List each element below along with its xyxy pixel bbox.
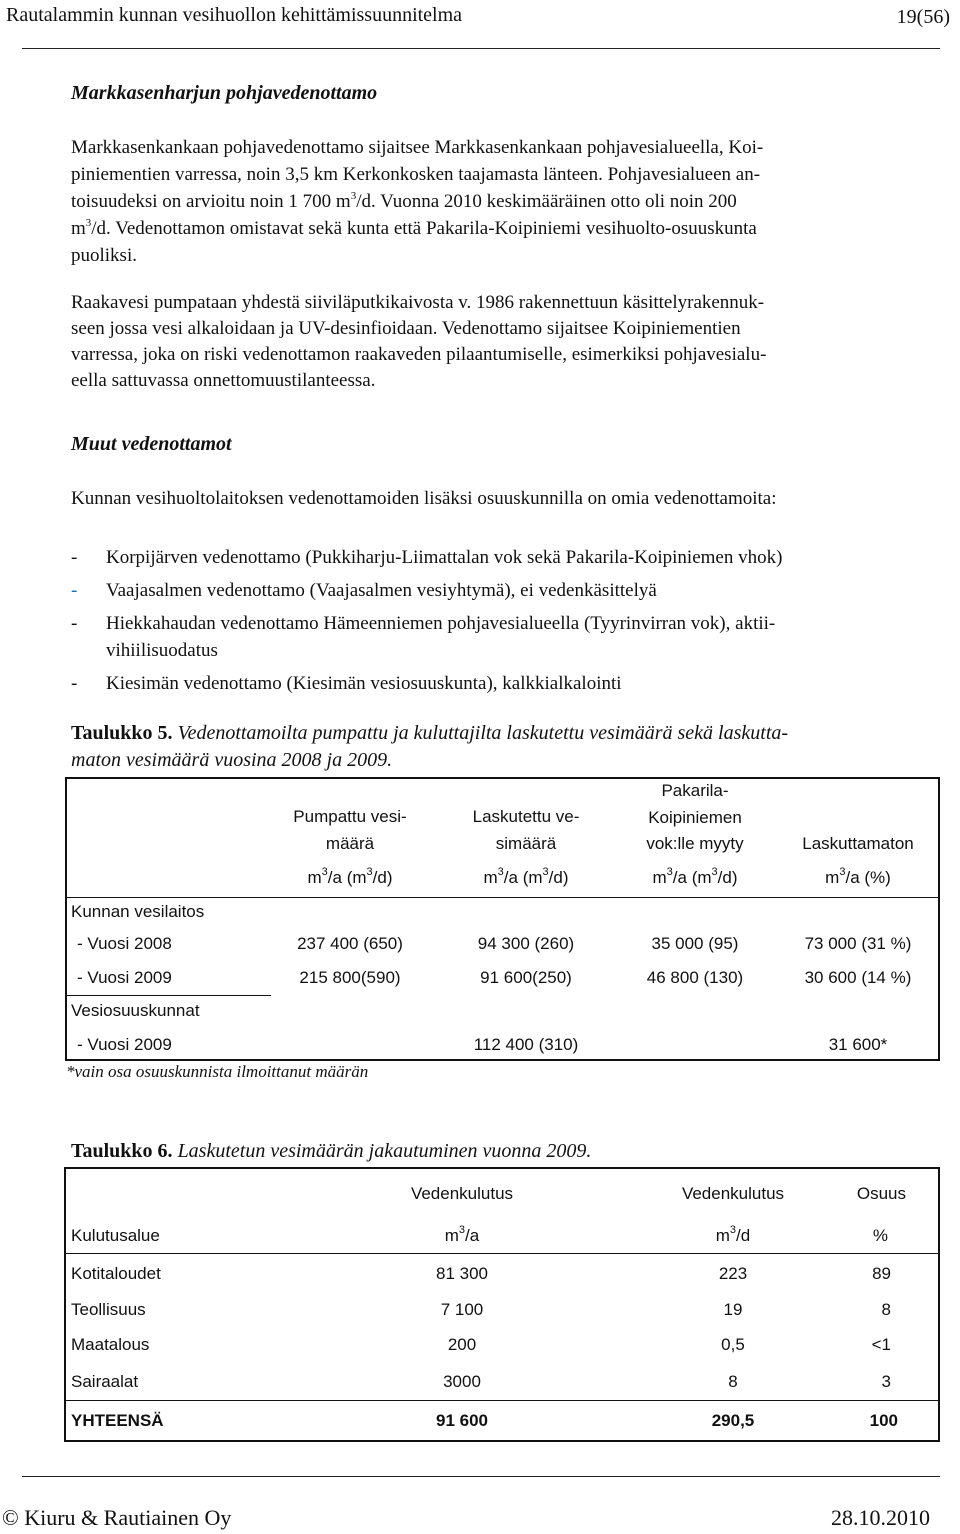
footer-date: 28.10.2010 xyxy=(831,1505,930,1530)
t6-total-v3: 100 xyxy=(869,1411,898,1430)
t5-row1-c4: 73 000 (31 %) xyxy=(804,934,912,953)
table6 xyxy=(64,1167,940,1442)
t5-col1-head-1: Pumpattu vesi- xyxy=(293,807,407,826)
p1-line-a: Markkasenkankaan pohjavedenottamo sijaitsee Markkasenkankaan pohjavesialueella, Koi- xyxy=(71,137,764,158)
page-number: 19(56) xyxy=(896,6,950,28)
intro-paragraph: Kunnan vesihuoltolaitoksen vedenottamoiden lisäksi osuuskunnilla on omia vedenottamoita: xyxy=(71,488,777,509)
unit-m: m xyxy=(307,868,322,887)
list-item-text: Vaajasalmen vedenottamo (Vaajasalmen vesiyhtymä), ei vedenkäsittelyä xyxy=(106,580,657,601)
t5-col3-unit xyxy=(610,868,780,888)
t5-col4-unit xyxy=(773,868,943,888)
t6-row-v1: 200 xyxy=(447,1335,477,1354)
table5-caption xyxy=(71,720,943,774)
footer-rule xyxy=(22,1476,940,1477)
p1-c-text1: toisuudeksi on arvioitu noin 1 700 m xyxy=(71,191,351,212)
footer-copyright: © Kiuru & Rautiainen Oy xyxy=(2,1505,232,1530)
t5-row2-c2: 91 600(250) xyxy=(480,968,572,987)
list-item-text: Korpijärven vedenottamo (Pukkiharju-Liimattalan vok sekä Pakarila-Koipiniemen vhok) xyxy=(106,547,783,568)
unit-a: /a (m xyxy=(503,868,543,887)
t6-head-col3: Osuus xyxy=(856,1184,906,1203)
t5-row3-c2: 112 400 (310) xyxy=(473,1035,579,1054)
t5-col2-head-1: Laskutettu ve- xyxy=(472,807,580,826)
section-heading-markkasenharju: Markkasenharjun pohjavedenottamo xyxy=(71,82,378,104)
t6-total-label: YHTEENSÄ xyxy=(71,1411,164,1430)
t5-row2-c4: 30 600 (14 %) xyxy=(804,968,912,987)
t5-col1-head-2: määrä xyxy=(325,834,375,853)
t5-group-kunnan: Kunnan vesilaitos xyxy=(71,902,205,921)
unit-m: m xyxy=(444,1226,459,1245)
t6-unit-col3: % xyxy=(872,1226,888,1245)
list-item-continuation xyxy=(71,637,943,664)
t5-row3-c4: 31 600* xyxy=(828,1035,888,1054)
t5-col1-unit xyxy=(265,868,435,888)
unit-m: m xyxy=(483,868,498,887)
unit-sup: 3 xyxy=(366,866,373,878)
t6-head-col1: Vedenkulutus xyxy=(410,1184,514,1203)
t6-row-v3: <1 xyxy=(871,1335,891,1354)
p1-line-d xyxy=(71,215,943,242)
unit-sup: 3 xyxy=(839,866,846,878)
list-dash: - xyxy=(71,580,78,601)
t5-col3-head-1: Pakarila- xyxy=(661,781,729,800)
unit-a: /a (m xyxy=(672,868,712,887)
t6-row-label: Teollisuus xyxy=(71,1300,146,1319)
t5-row2-label: - Vuosi 2009 xyxy=(77,968,172,987)
list-dash: - xyxy=(71,547,78,568)
unit-sup: 3 xyxy=(666,866,673,878)
t5-row2-c3: 46 800 (130) xyxy=(646,968,744,987)
t6-head-label: Kulutusalue xyxy=(71,1226,160,1245)
unit-per-day: /d xyxy=(736,1226,751,1245)
t5-group-vesiosuuskunnat: Vesiosuuskunnat xyxy=(71,1001,200,1020)
list-dash: - xyxy=(71,613,78,634)
t5-row1-c2: 94 300 (260) xyxy=(477,934,575,953)
t6-head-col2: Vedenkulutus xyxy=(681,1184,785,1203)
unit-m: m xyxy=(715,1226,730,1245)
list-dash: - xyxy=(71,673,78,694)
unit-a: /a (m xyxy=(327,868,367,887)
t6-total-v1: 91 600 xyxy=(436,1411,488,1430)
unit-sup: 3 xyxy=(711,866,718,878)
unit-per-year: /a xyxy=(465,1226,480,1245)
unit-d: /d) xyxy=(548,868,569,887)
t5-col4-head-1: Laskuttamaton xyxy=(802,834,914,853)
section-heading-muut: Muut vedenottamot xyxy=(71,433,232,455)
table5 xyxy=(65,777,940,1061)
t6-header-rule xyxy=(66,1253,938,1254)
list-item-text: vihiilisuodatus xyxy=(106,640,218,661)
t6-row-label: Sairaalat xyxy=(71,1372,139,1391)
t6-row-v2: 19 xyxy=(723,1300,743,1319)
unit-m: m xyxy=(652,868,667,887)
p1-d-text2: /d. Vedenottamon omistavat sekä kunta että Pakarila-Koipiniemi vesihuolto-osuuskunta xyxy=(91,218,757,239)
t5-col3-head-3: vok:lle myyty xyxy=(646,834,744,853)
t5-col3-head-2: Koipiniemen xyxy=(648,808,742,827)
table5-footnote: *vain osa osuuskunnista ilmoittanut määrän xyxy=(66,1062,369,1081)
list-item-text: Kiesimän vedenottamo (Kiesimän vesiosuuskunta), kalkkialkalointi xyxy=(106,673,622,694)
table5-caption-text2: maton vesimäärä vuosina 2008 ja 2009. xyxy=(71,749,393,771)
p1-d-sup: 3 xyxy=(85,217,92,229)
p2-line-a: Raakavesi pumpataan yhdestä siiviläputkikaivosta v. 1986 rakennettuun käsittelyrakennuk- xyxy=(71,292,765,313)
header-title: Rautalammin kunnan vesihuollon kehittämissuunnitelma xyxy=(6,4,463,26)
paragraph-2 xyxy=(71,290,943,394)
p1-line-c xyxy=(71,188,943,215)
unit-sup: 3 xyxy=(458,1224,466,1236)
table6-caption xyxy=(71,1138,943,1165)
paragraph-1 xyxy=(71,134,943,269)
list-item xyxy=(71,544,943,571)
t5-row1-c3: 35 000 (95) xyxy=(651,934,739,953)
p2-line-b: seen jossa vesi alkaloidaan ja UV-desinfioidaan. Vedenottamo sijaitsee Koipiniementien xyxy=(71,318,741,339)
t6-row-v2: 8 xyxy=(728,1372,738,1391)
t6-row-v1: 7 100 xyxy=(440,1300,484,1319)
t5-row2-c1: 215 800(590) xyxy=(299,968,401,987)
t6-row-label: Maatalous xyxy=(71,1335,150,1354)
p1-d-text1: m xyxy=(71,218,86,239)
list-item-text: Hiekkahaudan vedenottamo Hämeenniemen pohjavesialueella (Tyyrinvirran vok), aktii- xyxy=(106,613,776,634)
t6-row-v1: 3000 xyxy=(443,1372,481,1391)
t6-row-v3: 89 xyxy=(872,1264,891,1283)
t6-row-v3: 3 xyxy=(881,1372,891,1391)
t6-row-v1: 81 300 xyxy=(436,1264,488,1283)
p1-line-e: puoliksi. xyxy=(71,245,137,266)
t6-total-rule xyxy=(66,1400,938,1401)
list-item xyxy=(71,610,943,637)
list-item xyxy=(71,670,943,697)
unit-d: /d) xyxy=(372,868,393,887)
t5-group-rule xyxy=(67,995,271,996)
t6-row-v2: 223 xyxy=(718,1264,748,1283)
t5-row1-label: - Vuosi 2008 xyxy=(77,934,172,953)
t6-total-v2: 290,5 xyxy=(711,1411,755,1430)
list-item xyxy=(71,577,943,604)
header-rule xyxy=(22,48,940,49)
unit-sup: 3 xyxy=(542,866,549,878)
t5-col2-unit xyxy=(441,868,611,888)
table6-caption-label: Taulukko 6. xyxy=(71,1140,173,1162)
p1-c-sup: 3 xyxy=(350,190,357,202)
t5-header-rule xyxy=(67,897,938,898)
t5-row3-label: - Vuosi 2009 xyxy=(77,1035,172,1054)
unit-m: m xyxy=(825,868,840,887)
p1-c-text2: /d. Vuonna 2010 keskimääräinen otto oli noin 200 xyxy=(356,191,737,212)
unit-sup: 3 xyxy=(497,866,504,878)
table6-caption-text: Laskutetun vesimäärän jakautuminen vuonna 2009. xyxy=(177,1140,592,1162)
t6-row-label: Kotitaloudet xyxy=(71,1264,161,1283)
table5-caption-text1: Vedenottamoilta pumpattu ja kuluttajilta laskutettu vesimäärä sekä laskutta- xyxy=(177,722,789,744)
p1-line-b: piniementien varressa, noin 3,5 km Kerkonkosken taajamasta länteen. Pohjavesialueen an- xyxy=(71,164,761,185)
t6-row-v2: 0,5 xyxy=(721,1335,745,1354)
intake-list xyxy=(71,544,943,697)
table5-caption-label: Taulukko 5. xyxy=(71,722,173,744)
unit-sup: 3 xyxy=(321,866,328,878)
unit-pct: /a (%) xyxy=(845,868,891,887)
unit-sup: 3 xyxy=(729,1224,737,1236)
t6-unit-col1 xyxy=(362,1226,562,1246)
unit-d: /d) xyxy=(717,868,738,887)
t6-row-v3: 8 xyxy=(881,1300,891,1319)
table5-caption-line2 xyxy=(71,747,943,774)
p2-line-c: varressa, joka on riski vedenottamon raakaveden pilaantumiselle, esimerkiksi pohjavesialu- xyxy=(71,344,767,365)
t5-row1-c1: 237 400 (650) xyxy=(297,934,403,953)
p2-line-d: eella sattuvassa onnettomuustilanteessa. xyxy=(71,370,376,391)
t5-col2-head-2: simäärä xyxy=(495,834,557,853)
table5-caption-line1 xyxy=(71,720,943,747)
